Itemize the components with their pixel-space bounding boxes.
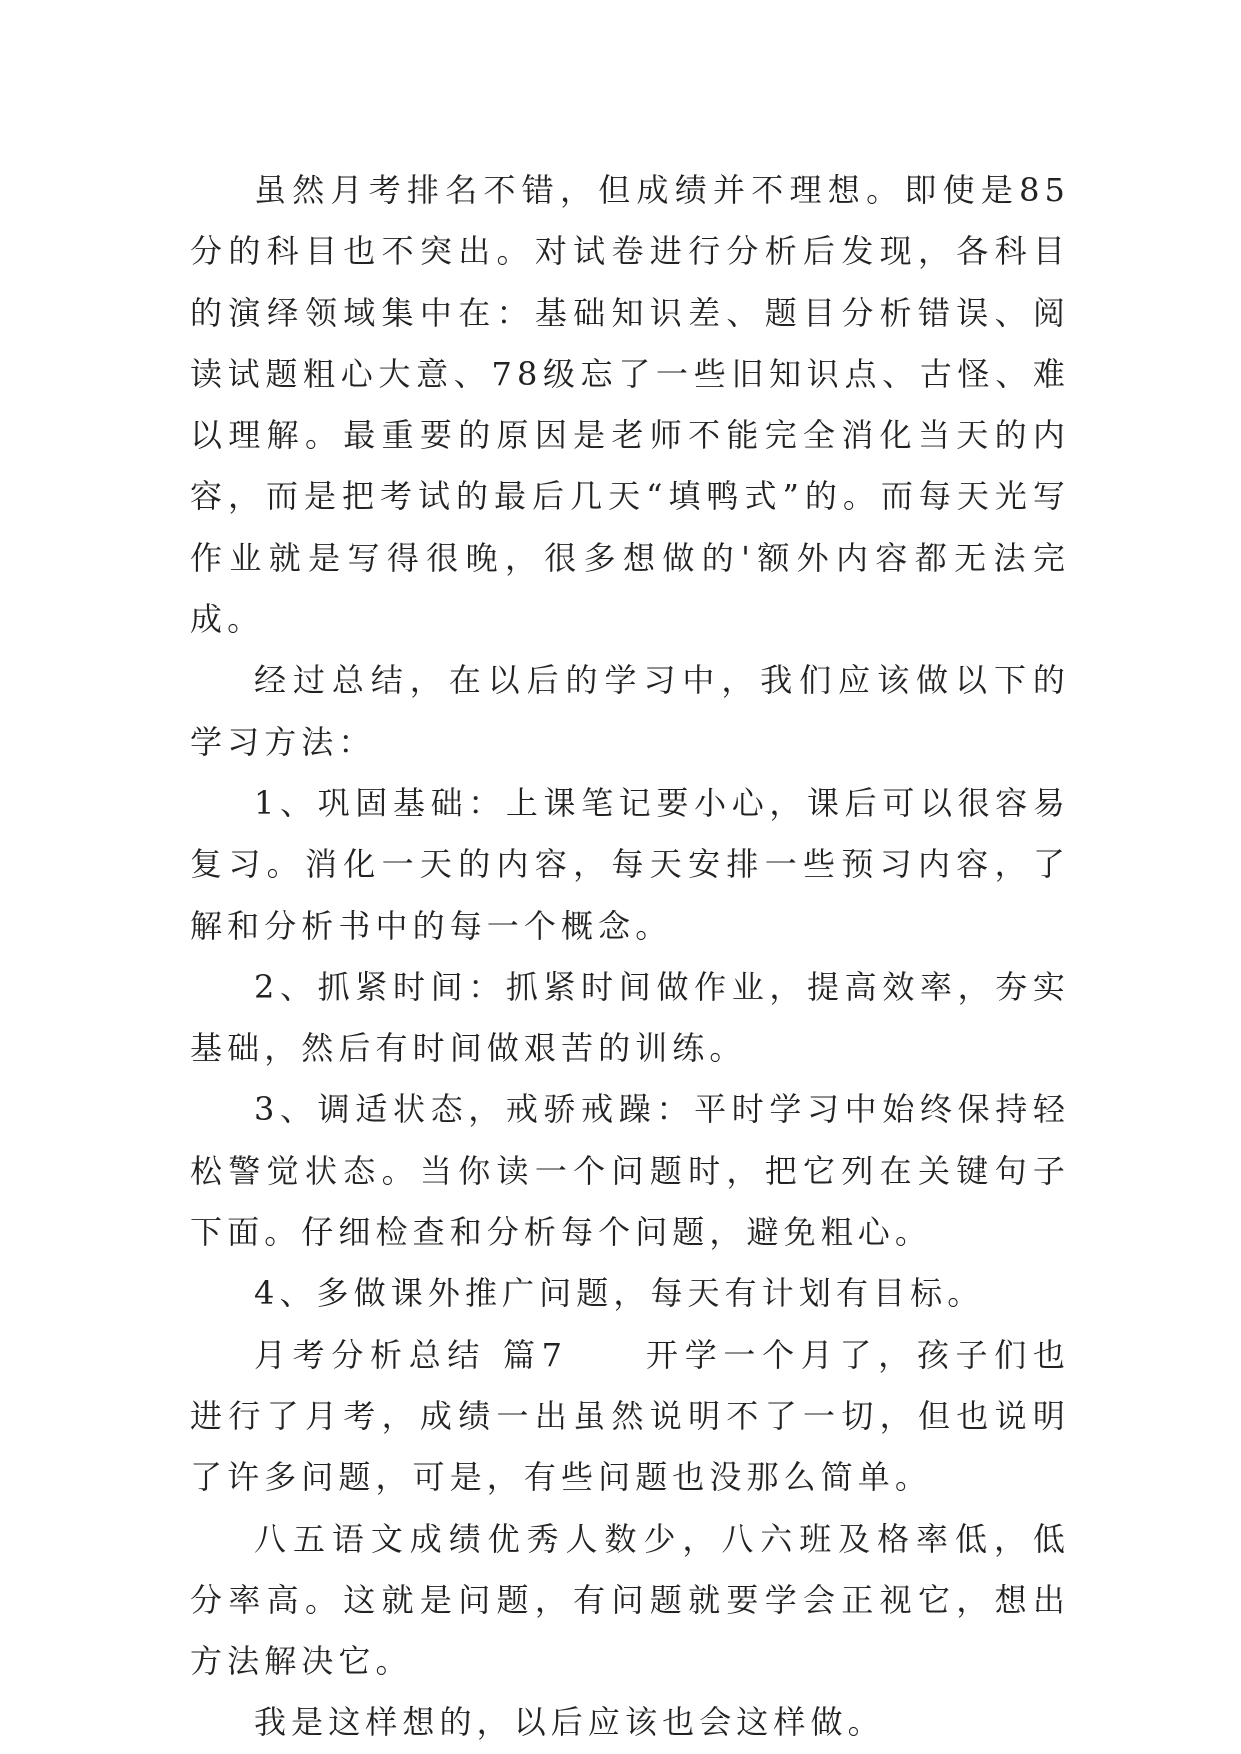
paragraph-method-3: 3、调适状态，戒骄戒躁：平时学习中始终保持轻松警觉状态。当你读一个问题时，把它列在关键句子下面。仔细检查和分析每个问题，避免粗心。	[190, 1090, 1070, 1252]
paragraph-conclusion: 我是这样想的，以后应该也会这样做。	[254, 1703, 885, 1742]
document-body	[190, 160, 1070, 1754]
paragraph-summary-intro: 经过总结，在以后的学习中，我们应该做以下的学习方法：	[190, 661, 1070, 761]
paragraph-method-1: 1、巩固基础：上课笔记要小心，课后可以很容易复习。消化一天的内容，每天安排一些预习内容，了解和分析书中的每一个概念。	[190, 783, 1070, 945]
paragraph-class-results: 八五语文成绩优秀人数少，八六班及格率低，低分率高。这就是问题，有问题就要学会正视它，想出方法解决它。	[190, 1519, 1070, 1681]
paragraph-method-2: 2、抓紧时间：抓紧时间做作业，提高效率，夯实基础，然后有时间做艰苦的训练。	[190, 967, 1070, 1068]
paragraph-exam-ranking: 虽然月考排名不错，但成绩并不理想。即使是85分的科目也不突出。对试卷进行分析后发现，各科目的演绎领域集中在：基础知识差、题目分析错误、阅读试题粗心大意、78级忘了一些旧知识点、古怪、难以理解。最重要的原因是老师不能完全消化当天的内容，而是把考试的最后几天“填鸭式”的。而每天光写作业就是写得很晚，很多想做的'额外内容都无法完成。	[190, 171, 1070, 639]
paragraph-section-7: 月考分析总结 篇7 开学一个月了，孩子们也进行了月考，成绩一出虽然说明不了一切，但也说明了许多问题，可是，有些问题也没那么简单。	[190, 1335, 1070, 1497]
paragraph-method-4: 4、多做课外推广问题，每天有计划有目标。	[254, 1274, 985, 1313]
